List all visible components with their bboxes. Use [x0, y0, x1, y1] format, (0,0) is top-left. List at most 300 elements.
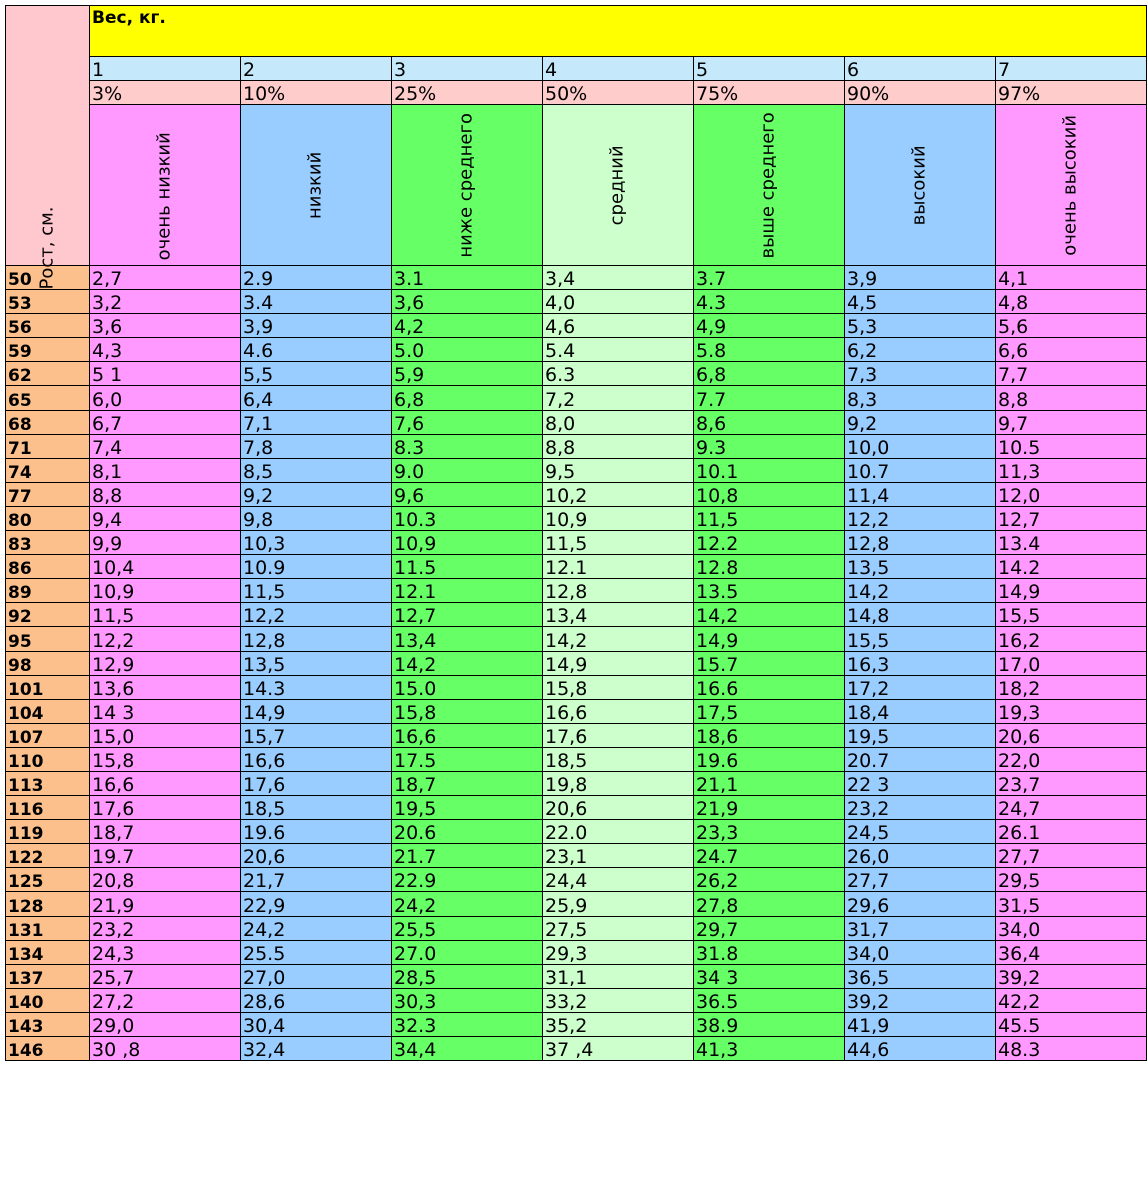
weight-value-cell[interactable]: 10.9	[241, 555, 392, 579]
weight-value-cell[interactable]: 20,6	[996, 723, 1147, 747]
weight-value-cell[interactable]: 3.7	[694, 266, 845, 290]
weight-value-cell[interactable]: 3,6	[90, 314, 241, 338]
weight-value-cell[interactable]: 4,6	[543, 314, 694, 338]
weight-value-cell[interactable]: 34,0	[996, 916, 1147, 940]
weight-value-cell[interactable]: 14.2	[996, 555, 1147, 579]
weight-value-cell[interactable]: 3,9	[241, 314, 392, 338]
weight-value-cell[interactable]: 34,0	[845, 940, 996, 964]
weight-value-cell[interactable]: 16,6	[543, 699, 694, 723]
weight-value-cell[interactable]: 31,1	[543, 964, 694, 988]
weight-value-cell[interactable]: 6,4	[241, 386, 392, 410]
weight-value-cell[interactable]: 11,5	[241, 579, 392, 603]
weight-value-cell[interactable]: 5.0	[392, 338, 543, 362]
weight-value-cell[interactable]: 4,1	[996, 266, 1147, 290]
weight-value-cell[interactable]: 10,9	[392, 531, 543, 555]
weight-value-cell[interactable]: 25.5	[241, 940, 392, 964]
weight-value-cell[interactable]: 9,9	[90, 531, 241, 555]
weight-value-cell[interactable]: 8,8	[996, 386, 1147, 410]
weight-value-cell[interactable]: 17,6	[543, 723, 694, 747]
weight-value-cell[interactable]: 13,6	[90, 675, 241, 699]
weight-value-cell[interactable]: 16,6	[241, 747, 392, 771]
weight-value-cell[interactable]: 26,0	[845, 844, 996, 868]
weight-value-cell[interactable]: 4,3	[90, 338, 241, 362]
weight-value-cell[interactable]: 19,5	[845, 723, 996, 747]
weight-value-cell[interactable]: 12,7	[996, 506, 1147, 530]
percentile-cell[interactable]: 25%	[392, 81, 543, 105]
percentile-cell[interactable]: 90%	[845, 81, 996, 105]
category-cell[interactable]	[392, 105, 543, 266]
weight-value-cell[interactable]: 12.1	[543, 555, 694, 579]
height-value-cell[interactable]: 131	[6, 916, 90, 940]
table-row	[6, 747, 1147, 771]
weight-value-cell[interactable]: 6,2	[845, 338, 996, 362]
height-value-cell[interactable]: 74	[6, 458, 90, 482]
weight-value-cell[interactable]: 10,8	[694, 482, 845, 506]
weight-value-cell[interactable]: 30 ,8	[90, 1037, 241, 1061]
column-number-cell[interactable]: 2	[241, 57, 392, 81]
height-value-cell[interactable]: 122	[6, 844, 90, 868]
weight-value-cell[interactable]: 13,5	[241, 651, 392, 675]
weight-value-cell[interactable]: 32,4	[241, 1037, 392, 1061]
weight-value-cell[interactable]: 6,0	[90, 386, 241, 410]
weight-value-cell[interactable]: 11,4	[845, 482, 996, 506]
weight-value-cell[interactable]: 14,2	[845, 579, 996, 603]
weight-value-cell[interactable]: 11,5	[543, 531, 694, 555]
weight-value-cell[interactable]: 26.1	[996, 820, 1147, 844]
weight-value-cell[interactable]: 5,6	[996, 314, 1147, 338]
height-value-cell[interactable]: 110	[6, 747, 90, 771]
weight-value-cell[interactable]: 21,1	[694, 771, 845, 795]
table-row	[6, 603, 1147, 627]
column-number-cell[interactable]: 4	[543, 57, 694, 81]
weight-value-cell[interactable]: 14,2	[392, 651, 543, 675]
weight-value-cell[interactable]: 27,7	[996, 844, 1147, 868]
weight-value-cell[interactable]: 41,9	[845, 1012, 996, 1036]
weight-value-cell[interactable]: 12.8	[694, 555, 845, 579]
weight-value-cell[interactable]: 5,9	[392, 362, 543, 386]
table-row	[6, 338, 1147, 362]
weight-value-cell[interactable]: 12,8	[845, 531, 996, 555]
weight-value-cell[interactable]: 16,6	[392, 723, 543, 747]
weight-value-cell[interactable]: 20,6	[241, 844, 392, 868]
weight-value-cell[interactable]: 15,8	[392, 699, 543, 723]
weight-value-cell[interactable]: 14.3	[241, 675, 392, 699]
weight-value-cell[interactable]: 7,8	[241, 434, 392, 458]
weight-value-cell[interactable]: 24,2	[392, 892, 543, 916]
category-label: ниже среднего	[455, 112, 477, 258]
weight-header-cell[interactable]: Вес, кг.	[90, 6, 1147, 57]
weight-value-cell[interactable]: 5.4	[543, 338, 694, 362]
height-value-cell[interactable]: 134	[6, 940, 90, 964]
category-label: средний	[606, 145, 628, 226]
weight-value-cell[interactable]: 20.7	[845, 747, 996, 771]
weight-value-cell[interactable]: 41,3	[694, 1037, 845, 1061]
height-value-cell[interactable]: 56	[6, 314, 90, 338]
weight-value-cell[interactable]: 14,2	[694, 603, 845, 627]
height-value-cell[interactable]: 89	[6, 579, 90, 603]
weight-value-cell[interactable]: 13,4	[543, 603, 694, 627]
height-value-cell[interactable]: 59	[6, 338, 90, 362]
weight-value-cell[interactable]: 32.3	[392, 1012, 543, 1036]
weight-value-cell[interactable]: 18,7	[392, 771, 543, 795]
category-cell[interactable]	[90, 105, 241, 266]
weight-value-cell[interactable]: 22,0	[996, 747, 1147, 771]
weight-value-cell[interactable]: 15,8	[543, 675, 694, 699]
weight-value-cell[interactable]: 14,9	[996, 579, 1147, 603]
weight-value-cell[interactable]: 24,7	[996, 796, 1147, 820]
weight-value-cell[interactable]: 25,5	[392, 916, 543, 940]
weight-value-cell[interactable]: 17.5	[392, 747, 543, 771]
weight-value-cell[interactable]: 17,0	[996, 651, 1147, 675]
weight-value-cell[interactable]: 23,7	[996, 771, 1147, 795]
weight-value-cell[interactable]: 22.9	[392, 868, 543, 892]
weight-value-cell[interactable]: 21.7	[392, 844, 543, 868]
category-label: очень низкий	[153, 131, 175, 260]
height-value-cell[interactable]: 140	[6, 988, 90, 1012]
weight-value-cell[interactable]: 12,7	[392, 603, 543, 627]
weight-value-cell[interactable]: 12.1	[392, 579, 543, 603]
weight-value-cell[interactable]: 31,7	[845, 916, 996, 940]
weight-value-cell[interactable]: 21,7	[241, 868, 392, 892]
weight-value-cell[interactable]: 11,3	[996, 458, 1147, 482]
weight-value-cell[interactable]: 30,4	[241, 1012, 392, 1036]
category-cell[interactable]	[996, 105, 1147, 266]
weight-value-cell[interactable]: 10.3	[392, 506, 543, 530]
weight-value-cell[interactable]: 34,4	[392, 1037, 543, 1061]
weight-value-cell[interactable]: 9.0	[392, 458, 543, 482]
weight-value-cell[interactable]: 6,6	[996, 338, 1147, 362]
weight-value-cell[interactable]: 14,8	[845, 603, 996, 627]
weight-value-cell[interactable]: 42,2	[996, 988, 1147, 1012]
weight-value-cell[interactable]: 24,5	[845, 820, 996, 844]
weight-value-cell[interactable]: 18,5	[543, 747, 694, 771]
weight-value-cell[interactable]: 13.4	[996, 531, 1147, 555]
table-row	[6, 458, 1147, 482]
weight-value-cell[interactable]: 18,6	[694, 723, 845, 747]
weight-value-cell[interactable]: 13,4	[392, 627, 543, 651]
weight-value-cell[interactable]: 4.6	[241, 338, 392, 362]
weight-value-cell[interactable]: 8,8	[90, 482, 241, 506]
height-value-cell[interactable]: 116	[6, 796, 90, 820]
weight-value-cell[interactable]: 16,3	[845, 651, 996, 675]
weight-value-cell[interactable]: 18,7	[90, 820, 241, 844]
weight-value-cell[interactable]: 14,9	[241, 699, 392, 723]
weight-value-cell[interactable]: 19,8	[543, 771, 694, 795]
weight-value-cell[interactable]: 10.5	[996, 434, 1147, 458]
weight-value-cell[interactable]: 34 3	[694, 964, 845, 988]
weight-value-cell[interactable]: 15,0	[90, 723, 241, 747]
weight-value-cell[interactable]: 4.3	[694, 290, 845, 314]
weight-value-cell[interactable]: 4,9	[694, 314, 845, 338]
weight-value-cell[interactable]: 9,7	[996, 410, 1147, 434]
weight-value-cell[interactable]: 39,2	[845, 988, 996, 1012]
height-value-cell[interactable]: 137	[6, 964, 90, 988]
weight-value-cell[interactable]: 19.6	[694, 747, 845, 771]
height-value-cell[interactable]: 92	[6, 603, 90, 627]
weight-value-cell[interactable]: 19,5	[392, 796, 543, 820]
percentile-cell[interactable]: 10%	[241, 81, 392, 105]
weight-value-cell[interactable]: 14,9	[543, 651, 694, 675]
weight-value-cell[interactable]: 11,5	[90, 603, 241, 627]
weight-value-cell[interactable]: 3.1	[392, 266, 543, 290]
height-value-cell[interactable]: 53	[6, 290, 90, 314]
height-value-cell[interactable]: 143	[6, 1012, 90, 1036]
weight-value-cell[interactable]: 45.5	[996, 1012, 1147, 1036]
weight-value-cell[interactable]: 17,2	[845, 675, 996, 699]
weight-value-cell[interactable]: 44,6	[845, 1037, 996, 1061]
weight-value-cell[interactable]: 19.7	[90, 844, 241, 868]
weight-value-cell[interactable]: 15.0	[392, 675, 543, 699]
weight-value-cell[interactable]: 31,5	[996, 892, 1147, 916]
weight-value-cell[interactable]: 9,2	[241, 482, 392, 506]
weight-value-cell[interactable]: 17,5	[694, 699, 845, 723]
percentile-cell[interactable]: 97%	[996, 81, 1147, 105]
weight-value-cell[interactable]: 9,8	[241, 506, 392, 530]
table-row	[6, 771, 1147, 795]
weight-value-cell[interactable]: 23,1	[543, 844, 694, 868]
weight-value-cell[interactable]: 7,2	[543, 386, 694, 410]
weight-value-cell[interactable]: 12,8	[241, 627, 392, 651]
height-value-cell[interactable]: 128	[6, 892, 90, 916]
weight-value-cell[interactable]: 7,1	[241, 410, 392, 434]
weight-value-cell[interactable]: 20,8	[90, 868, 241, 892]
weight-value-cell[interactable]: 22 3	[845, 771, 996, 795]
weight-value-cell[interactable]: 18,4	[845, 699, 996, 723]
weight-value-cell[interactable]: 11.5	[392, 555, 543, 579]
weight-value-cell[interactable]: 6,8	[392, 386, 543, 410]
weight-value-cell[interactable]: 10,0	[845, 434, 996, 458]
weight-value-cell[interactable]: 8,6	[694, 410, 845, 434]
category-cell[interactable]	[845, 105, 996, 266]
weight-value-cell[interactable]: 6,7	[90, 410, 241, 434]
weight-value-cell[interactable]: 7,7	[996, 362, 1147, 386]
weight-value-cell[interactable]: 37 ,4	[543, 1037, 694, 1061]
weight-value-cell[interactable]: 20,6	[543, 796, 694, 820]
height-value-cell[interactable]: 62	[6, 362, 90, 386]
weight-value-cell[interactable]: 22,9	[241, 892, 392, 916]
weight-value-cell[interactable]: 9,6	[392, 482, 543, 506]
weight-value-cell[interactable]: 14,9	[694, 627, 845, 651]
weight-value-cell[interactable]: 12,2	[90, 627, 241, 651]
weight-value-cell[interactable]: 24.7	[694, 844, 845, 868]
column-number-cell[interactable]: 3	[392, 57, 543, 81]
weight-value-cell[interactable]: 18,2	[996, 675, 1147, 699]
height-value-cell[interactable]: 68	[6, 410, 90, 434]
height-value-cell[interactable]: 101	[6, 675, 90, 699]
weight-value-cell[interactable]: 4,0	[543, 290, 694, 314]
weight-value-cell[interactable]: 19.6	[241, 820, 392, 844]
height-value-cell[interactable]: 146	[6, 1037, 90, 1061]
weight-value-cell[interactable]: 5,3	[845, 314, 996, 338]
weight-value-cell[interactable]: 10.1	[694, 458, 845, 482]
weight-value-cell[interactable]: 3,4	[543, 266, 694, 290]
weight-value-cell[interactable]: 12,9	[90, 651, 241, 675]
weight-value-cell[interactable]: 30,3	[392, 988, 543, 1012]
weight-value-cell[interactable]: 20.6	[392, 820, 543, 844]
weight-value-cell[interactable]: 3,2	[90, 290, 241, 314]
height-value-cell[interactable]: 113	[6, 771, 90, 795]
height-value-cell[interactable]: 77	[6, 482, 90, 506]
weight-value-cell[interactable]: 16,6	[90, 771, 241, 795]
percentile-cell[interactable]: 75%	[694, 81, 845, 105]
weight-value-cell[interactable]: 23,2	[90, 916, 241, 940]
weight-value-cell[interactable]: 9,5	[543, 458, 694, 482]
weight-value-cell[interactable]: 3,9	[845, 266, 996, 290]
category-cell[interactable]	[241, 105, 392, 266]
weight-value-cell[interactable]: 15.7	[694, 651, 845, 675]
column-number-cell[interactable]: 5	[694, 57, 845, 81]
height-value-cell[interactable]: 95	[6, 627, 90, 651]
weight-value-cell[interactable]: 7,6	[392, 410, 543, 434]
weight-value-cell[interactable]: 38.9	[694, 1012, 845, 1036]
weight-value-cell[interactable]: 5,5	[241, 362, 392, 386]
weight-value-cell[interactable]: 25,9	[543, 892, 694, 916]
weight-value-cell[interactable]: 24,3	[90, 940, 241, 964]
weight-value-cell[interactable]: 4,2	[392, 314, 543, 338]
weight-value-cell[interactable]: 31.8	[694, 940, 845, 964]
weight-value-cell[interactable]: 15,7	[241, 723, 392, 747]
weight-value-cell[interactable]: 29,0	[90, 1012, 241, 1036]
weight-value-cell[interactable]: 29,5	[996, 868, 1147, 892]
weight-value-cell[interactable]: 6,8	[694, 362, 845, 386]
weight-value-cell[interactable]: 29,3	[543, 940, 694, 964]
height-value-cell[interactable]: 50	[6, 266, 90, 290]
weight-value-cell[interactable]: 23,3	[694, 820, 845, 844]
height-value-cell[interactable]: 125	[6, 868, 90, 892]
table-row	[6, 555, 1147, 579]
weight-value-cell[interactable]: 10,2	[543, 482, 694, 506]
weight-value-cell[interactable]: 15,5	[845, 627, 996, 651]
weight-value-cell[interactable]: 10.7	[845, 458, 996, 482]
weight-value-cell[interactable]: 27,2	[90, 988, 241, 1012]
column-number-cell[interactable]: 7	[996, 57, 1147, 81]
column-number-row	[6, 57, 1147, 81]
weight-value-cell[interactable]: 4,8	[996, 290, 1147, 314]
height-value-cell[interactable]: 71	[6, 434, 90, 458]
weight-value-cell[interactable]: 11,5	[694, 506, 845, 530]
weight-value-cell[interactable]: 29,7	[694, 916, 845, 940]
weight-value-cell[interactable]: 12,2	[845, 506, 996, 530]
weight-value-cell[interactable]: 8,0	[543, 410, 694, 434]
weight-value-cell[interactable]: 3.4	[241, 290, 392, 314]
weight-value-cell[interactable]: 9,2	[845, 410, 996, 434]
weight-value-cell[interactable]: 10,9	[90, 579, 241, 603]
weight-value-cell[interactable]: 25,7	[90, 964, 241, 988]
weight-value-cell[interactable]: 14 3	[90, 699, 241, 723]
weight-value-cell[interactable]: 7,3	[845, 362, 996, 386]
weight-value-cell[interactable]: 3,6	[392, 290, 543, 314]
weight-value-cell[interactable]: 2,7	[90, 266, 241, 290]
weight-value-cell[interactable]: 15,5	[996, 603, 1147, 627]
weight-value-cell[interactable]: 9.3	[694, 434, 845, 458]
weight-value-cell[interactable]: 23,2	[845, 796, 996, 820]
weight-value-cell[interactable]: 12,2	[241, 603, 392, 627]
category-cell[interactable]	[694, 105, 845, 266]
table-row	[6, 410, 1147, 434]
weight-value-cell[interactable]: 6.3	[543, 362, 694, 386]
column-number-cell[interactable]: 6	[845, 57, 996, 81]
weight-value-cell[interactable]: 24,2	[241, 916, 392, 940]
weight-value-cell[interactable]: 21,9	[694, 796, 845, 820]
weight-value-cell[interactable]: 35,2	[543, 1012, 694, 1036]
weight-value-cell[interactable]: 36.5	[694, 988, 845, 1012]
column-number-cell[interactable]: 1	[90, 57, 241, 81]
weight-value-cell[interactable]: 17,6	[90, 796, 241, 820]
weight-value-cell[interactable]: 27,0	[241, 964, 392, 988]
weight-value-cell[interactable]: 10,4	[90, 555, 241, 579]
weight-value-cell[interactable]: 14,2	[543, 627, 694, 651]
weight-value-cell[interactable]: 8,5	[241, 458, 392, 482]
weight-value-cell[interactable]: 8.3	[392, 434, 543, 458]
table-row	[6, 386, 1147, 410]
weight-value-cell[interactable]: 17,6	[241, 771, 392, 795]
table-row	[6, 868, 1147, 892]
weight-value-cell[interactable]: 13,5	[845, 555, 996, 579]
height-value-cell[interactable]: 83	[6, 531, 90, 555]
weight-value-cell[interactable]: 39,2	[996, 964, 1147, 988]
weight-value-cell[interactable]: 12,0	[996, 482, 1147, 506]
weight-value-cell[interactable]: 36,5	[845, 964, 996, 988]
percentile-cell[interactable]: 3%	[90, 81, 241, 105]
weight-value-cell[interactable]: 10,3	[241, 531, 392, 555]
weight-value-cell[interactable]: 13.5	[694, 579, 845, 603]
weight-value-cell[interactable]: 12.2	[694, 531, 845, 555]
weight-value-cell[interactable]: 21,9	[90, 892, 241, 916]
weight-value-cell[interactable]: 28,5	[392, 964, 543, 988]
weight-value-cell[interactable]: 12,8	[543, 579, 694, 603]
height-value-cell[interactable]: 86	[6, 555, 90, 579]
weight-value-cell[interactable]: 27.0	[392, 940, 543, 964]
weight-value-cell[interactable]: 8,8	[543, 434, 694, 458]
weight-value-cell[interactable]: 5.8	[694, 338, 845, 362]
height-value-cell[interactable]: 104	[6, 699, 90, 723]
weight-value-cell[interactable]: 2.9	[241, 266, 392, 290]
height-value-cell[interactable]: 119	[6, 820, 90, 844]
weight-value-cell[interactable]: 27,8	[694, 892, 845, 916]
weight-value-cell[interactable]: 16.6	[694, 675, 845, 699]
weight-value-cell[interactable]: 10,9	[543, 506, 694, 530]
weight-value-cell[interactable]: 15,8	[90, 747, 241, 771]
weight-value-cell[interactable]: 29,6	[845, 892, 996, 916]
weight-value-cell[interactable]: 4,5	[845, 290, 996, 314]
percentile-cell[interactable]: 50%	[543, 81, 694, 105]
weight-value-cell[interactable]: 27,7	[845, 868, 996, 892]
weight-value-cell[interactable]: 28,6	[241, 988, 392, 1012]
height-value-cell[interactable]: 80	[6, 506, 90, 530]
weight-value-cell[interactable]: 26,2	[694, 868, 845, 892]
weight-value-cell[interactable]: 16,2	[996, 627, 1147, 651]
weight-value-cell[interactable]: 48.3	[996, 1037, 1147, 1061]
weight-value-cell[interactable]: 5 1	[90, 362, 241, 386]
weight-value-cell[interactable]: 19,3	[996, 699, 1147, 723]
weight-value-cell[interactable]: 18,5	[241, 796, 392, 820]
weight-value-cell[interactable]: 24,4	[543, 868, 694, 892]
height-value-cell[interactable]: 98	[6, 651, 90, 675]
weight-value-cell[interactable]: 9,4	[90, 506, 241, 530]
category-cell[interactable]	[543, 105, 694, 266]
weight-value-cell[interactable]: 33,2	[543, 988, 694, 1012]
weight-value-cell[interactable]: 8,3	[845, 386, 996, 410]
height-value-cell[interactable]: 65	[6, 386, 90, 410]
weight-value-cell[interactable]: 36,4	[996, 940, 1147, 964]
weight-value-cell[interactable]: 27,5	[543, 916, 694, 940]
weight-value-cell[interactable]: 8,1	[90, 458, 241, 482]
weight-value-cell[interactable]: 7.7	[694, 386, 845, 410]
weight-value-cell[interactable]: 7,4	[90, 434, 241, 458]
table-row	[6, 820, 1147, 844]
weight-value-cell[interactable]: 22.0	[543, 820, 694, 844]
height-value-cell[interactable]: 107	[6, 723, 90, 747]
